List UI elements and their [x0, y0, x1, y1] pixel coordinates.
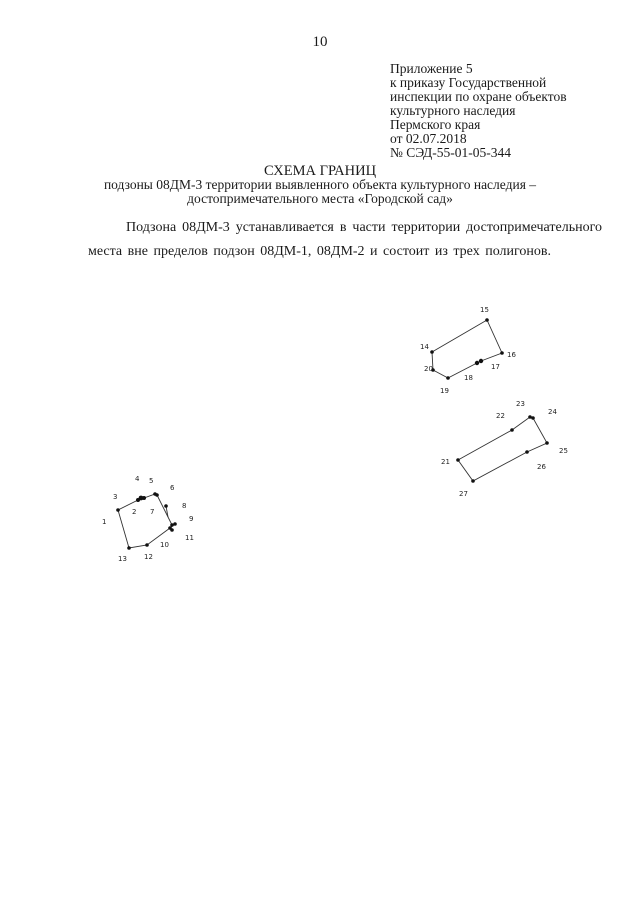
appendix-line: культурного наследия — [390, 103, 516, 118]
appendix-line: инспекции по охране объектов — [390, 89, 567, 104]
vertex-label: 15 — [480, 306, 489, 314]
vertex-label: 5 — [149, 477, 154, 485]
vertex-3 — [136, 498, 140, 502]
vertex-11 — [170, 528, 174, 532]
vertex-13 — [127, 546, 131, 550]
vertex-12 — [145, 543, 149, 547]
appendix-line: к приказу Государственной — [390, 75, 547, 90]
vertex-label: 20 — [424, 365, 433, 373]
vertex-16 — [500, 351, 504, 355]
vertex-label: 8 — [182, 502, 187, 510]
vertex-label: 23 — [516, 400, 525, 408]
polygon-right-outline — [458, 417, 547, 481]
vertex-label: 18 — [464, 374, 473, 382]
vertex-4 — [142, 496, 146, 500]
vertex-label: 21 — [441, 458, 450, 466]
appendix-line: № СЭД-55-01-05-344 — [390, 145, 511, 160]
vertex-14 — [430, 350, 434, 354]
vertex-label: 6 — [170, 484, 175, 492]
polygon-left — [102, 475, 194, 563]
vertex-label: 4 — [135, 475, 140, 483]
vertex-15 — [485, 318, 489, 322]
vertex-label: 10 — [160, 541, 169, 549]
vertex-label: 24 — [548, 408, 557, 416]
vertex-label: 7 — [150, 508, 155, 516]
vertex-label: 26 — [537, 463, 546, 471]
appendix-line: Пермского края — [390, 117, 481, 132]
vertex-26 — [525, 450, 529, 454]
page-number: 10 — [312, 34, 328, 50]
vertex-label: 27 — [459, 490, 468, 498]
vertex-label: 14 — [420, 343, 429, 351]
vertex-25 — [545, 441, 549, 445]
vertex-7 — [164, 504, 168, 508]
vertex-label: 16 — [507, 351, 516, 359]
vertex-label: 25 — [559, 447, 568, 455]
vertex-17 — [479, 359, 483, 363]
vertex-label: 22 — [496, 412, 505, 420]
vertex-19 — [446, 376, 450, 380]
appendix-line: Приложение 5 — [390, 61, 473, 76]
polygon-left-outline — [118, 494, 175, 548]
vertex-label: 9 — [189, 515, 194, 523]
subtitle-line-1: подзоны 08ДМ-3 территории выявленного объекта культурного наследия – — [103, 177, 537, 192]
vertex-27 — [471, 479, 475, 483]
vertex-9 — [173, 522, 177, 526]
vertex-label: 13 — [118, 555, 127, 563]
appendix-line: от 02.07.2018 — [390, 131, 467, 146]
vertex-label: 12 — [144, 553, 153, 561]
vertex-label: 3 — [113, 493, 118, 501]
vertex-18 — [475, 361, 479, 365]
vertex-label: 11 — [185, 534, 194, 542]
subtitle-line-2: достопримечательного места «Городской сад» — [187, 191, 453, 206]
vertex-label: 17 — [491, 363, 500, 371]
vertex-6 — [155, 493, 159, 497]
polygon-top — [420, 306, 516, 395]
vertex-label: 19 — [440, 387, 449, 395]
vertex-24 — [531, 416, 535, 420]
vertex-1 — [116, 508, 120, 512]
vertex-22 — [510, 428, 514, 432]
vertex-21 — [456, 458, 460, 462]
body-paragraph: Подзона 08ДМ-3 устанавливается в части территории достопримечательного места вне пределов подзон 08ДМ-1, 08ДМ-2 и состоит из трех полигонов. — [88, 220, 602, 259]
polygon-right — [441, 400, 568, 498]
vertex-label: 2 — [132, 508, 137, 516]
document-title: СХЕМА ГРАНИЦ — [263, 163, 377, 179]
vertex-label: 1 — [102, 518, 107, 526]
